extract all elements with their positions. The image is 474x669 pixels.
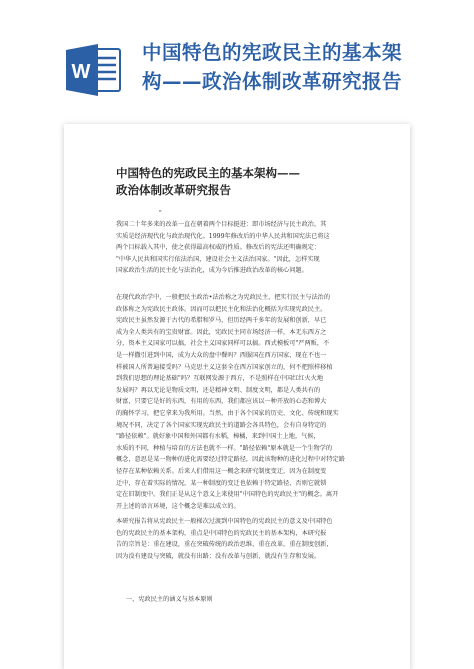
page-title-line-1: 中国特色的宪政民主的基本架 xyxy=(142,41,403,64)
text-line: 我国二十年多来的改革一直在朝着两个目标挺进：即市场经济与民主政治，其 xyxy=(116,221,327,228)
text-line: 分，资本主义国家可以搞，社会主义国家同样可以搞。西式模板可"严两贩，不 xyxy=(116,340,330,348)
text-line: 因为没有建设与突破，就没有出路；没有改革与创新，就没有生存和发展。 xyxy=(116,552,321,560)
page-title xyxy=(142,38,462,96)
text-line: "中华人民共和国实行依法治国，建设社会主义法治国家。"因此，怎样实现 xyxy=(116,255,320,263)
paragraph-3 xyxy=(116,516,358,562)
bullet-mark: " xyxy=(159,210,162,217)
paragraph-1 xyxy=(116,219,358,277)
text-line: 宪政民主虽然发源于古代的希腊和罗马，但历经两千多年的发展和创新，早已 xyxy=(116,317,327,325)
page-title-line-2: 构——政治体制改革研究报告 xyxy=(142,70,403,93)
text-line: 财富，只要它是好的东西，有用的东西，我们都应该以一种开放的心态和博大 xyxy=(116,398,327,406)
text-line: "路径依赖"。就好象中国和外国都有水稻，樟橘，来到中国土上地，气候， xyxy=(116,433,320,441)
text-line: 色的宪政民主的基本架构，重点是中国特色的宪政民主的基本架构，本研究报 xyxy=(116,529,327,537)
text-line: 本研究报告将从宪政民主一般梯次过渡到中国特色的宪政民主的意义及中国特色 xyxy=(116,518,333,525)
paragraph-2 xyxy=(116,292,358,512)
text-line: 发展吗？再以无论是物质文明，还是精神文明、制度文明，都是人类共有的 xyxy=(116,386,321,394)
text-line: 的胸怀学习，把它拿来为我所用。当然，由于各个国家的历史、文化、传统和现实 xyxy=(116,409,339,417)
text-line: 是一样撒引进到中国，成为大众的盘中餐吗？西服国在西方国家，现在不也一 xyxy=(116,351,327,359)
text-line: 境况不同，决定了各个国家实现宪政民主的道路会各具特色，会有自身特定的 xyxy=(116,421,327,429)
text-line: 成为全人类共有的宝贵财富。因此，宪政民主同市场经济一样，本无东西方之 xyxy=(116,328,327,336)
text-line: 在现代政治学中，一般把民主政治•法治称之为宪政民主，把实行民主与法治的 xyxy=(116,294,331,301)
page-header xyxy=(0,0,474,118)
document-title-line-1: 中国特色的宪政民主的基本架构—— xyxy=(116,166,300,180)
document-preview xyxy=(64,124,410,669)
text-line: 政体称之为宪政民主政体。因而可以把民主化和法治化概括为实现宪政民主。 xyxy=(116,305,327,313)
text-line: 两个目标载入其中，使之获得最高权威的性质。修改后的宪法还明确规定： xyxy=(116,244,321,252)
text-line: 水质的不同，种植与培育的方法也就不一样。"路径依赖"原本就是一个生物学的 xyxy=(116,444,333,452)
text-line: 告的宗旨是：重在建设，重在突破传统的政治思维，重在改革，重在制度创新， xyxy=(116,541,333,549)
svg-text:W: W xyxy=(71,61,91,83)
text-line: 实质是经济现代化与政治现代化。1999年修改后的中华人民共和国宪法已将这 xyxy=(116,232,330,240)
section-heading: 一、宪政民主的涵义与基本原则 xyxy=(126,596,213,603)
text-line: 径存在某种依赖关系。后来人们借用这一概念来研究制度变迁，因为在制度变 xyxy=(116,467,327,475)
text-line: 开上述的语言环境，这个概念是难以成立的。 xyxy=(116,502,240,510)
text-line: 到我们思想的理论基础"吗？互联网发源于西方，不是照样在中国红红火火地 xyxy=(116,375,324,383)
text-line: 定在旧制度中。我们正是从这个意义上来使用"中国特色的宪政民主"的概念。离开 xyxy=(116,491,339,499)
word-document-icon xyxy=(66,44,122,96)
text-line: 国家政治生活的民主化与法治化，成为今后推进政治改革的核心问题。 xyxy=(116,267,308,275)
text-line: 样被国人所普遍接受吗？马克思主义这套全在西方国家创立的，何不把照样移植 xyxy=(116,363,333,371)
document-title-line-2: 政治体制改革研究报告 xyxy=(116,183,231,197)
text-line: 迁中，存在着实际的情况，某一种制度的变迁也依赖于特定路径，否则它就锁 xyxy=(116,479,327,487)
document-title xyxy=(116,165,366,199)
text-line: 概念，意思是某一物种的进化需要经过特定路径，因此该物种的进化过程中对特定路 xyxy=(116,456,345,464)
